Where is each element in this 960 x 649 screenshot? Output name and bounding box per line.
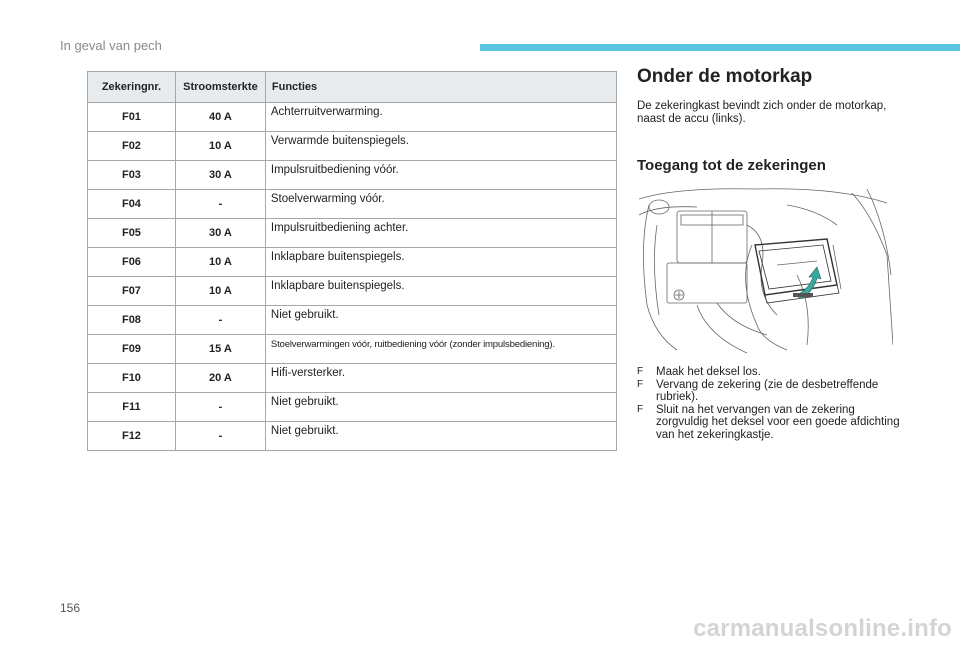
fuse-number-cell: F10 <box>88 364 176 393</box>
table-row <box>88 393 617 422</box>
table-row <box>88 335 617 364</box>
function-cell: Niet gebruikt. <box>265 422 616 451</box>
fuse-number-cell: F08 <box>88 306 176 335</box>
function-cell: Inklapbare buitenspiegels. <box>265 248 616 277</box>
fuse-number-cell: F03 <box>88 161 176 190</box>
function-cell: Inklapbare buitenspiegels. <box>265 277 616 306</box>
page-number: 156 <box>60 601 81 615</box>
amperage-cell: - <box>175 190 265 219</box>
amperage-cell: - <box>175 306 265 335</box>
list-item: F Vervang de zekering (zie de desbetreffende rubriek). <box>637 378 879 403</box>
header-accent-bar <box>480 44 960 51</box>
table-row <box>88 161 617 190</box>
function-cell: Impulsruitbediening vóór. <box>265 161 616 190</box>
section-title: Onder de motorkap <box>637 66 813 87</box>
amperage-cell: - <box>175 393 265 422</box>
fuse-table-header-row <box>88 72 617 103</box>
table-row <box>88 248 617 277</box>
fuse-number-cell: F12 <box>88 422 176 451</box>
function-cell: Stoelverwarming vóór. <box>265 190 616 219</box>
section-subtitle: Toegang tot de zekeringen <box>637 157 826 174</box>
column-header-amperage: Stroomsterkte <box>175 72 265 103</box>
amperage-cell: 10 A <box>175 248 265 277</box>
table-row <box>88 219 617 248</box>
function-cell: Verwarmde buitenspiegels. <box>265 132 616 161</box>
function-cell: Impulsruitbediening achter. <box>265 219 616 248</box>
fuse-number-cell: F02 <box>88 132 176 161</box>
table-row <box>88 422 617 451</box>
table-row <box>88 277 617 306</box>
fuse-number-cell: F01 <box>88 103 176 132</box>
function-cell: Niet gebruikt. <box>265 393 616 422</box>
section-intro: De zekeringkast bevindt zich onder de motorkap, naast de accu (links). <box>637 100 887 125</box>
table-row <box>88 190 617 219</box>
step-marker-icon: F <box>637 378 644 390</box>
fuse-number-cell: F07 <box>88 277 176 306</box>
fuse-table <box>87 71 617 451</box>
amperage-cell: 10 A <box>175 277 265 306</box>
table-row <box>88 103 617 132</box>
amperage-cell: 10 A <box>175 132 265 161</box>
amperage-cell: - <box>175 422 265 451</box>
fuse-number-cell: F11 <box>88 393 176 422</box>
step-marker-icon: F <box>637 366 644 377</box>
table-row <box>88 306 617 335</box>
function-cell: Stoelverwarmingen vóór, ruitbediening vóór (zonder impulsbediening). <box>265 335 616 364</box>
amperage-cell: 30 A <box>175 219 265 248</box>
list-item: F Maak het deksel los. <box>637 366 761 378</box>
function-cell: Niet gebruikt. <box>265 306 616 335</box>
instruction-steps <box>637 366 907 441</box>
column-header-functions: Functies <box>265 72 616 103</box>
table-row <box>88 364 617 393</box>
fuse-number-cell: F09 <box>88 335 176 364</box>
fuse-number-cell: F04 <box>88 190 176 219</box>
fuse-number-cell: F05 <box>88 219 176 248</box>
header-section-label: In geval van pech <box>60 38 162 53</box>
step-marker-icon: F <box>637 403 644 415</box>
table-row <box>88 132 617 161</box>
watermark: carmanualsonline.info <box>693 615 952 642</box>
amperage-cell: 30 A <box>175 161 265 190</box>
list-item: F Sluit na het vervangen van de zekering zorgvuldig het deksel voor een goede afdichting van het zekeringkastje. <box>637 403 900 441</box>
column-header-fuse-number: Zekeringnr. <box>88 72 176 103</box>
function-cell: Hifi-versterker. <box>265 364 616 393</box>
amperage-cell: 15 A <box>175 335 265 364</box>
amperage-cell: 20 A <box>175 364 265 393</box>
engine-bay-illustration <box>637 185 893 357</box>
amperage-cell: 40 A <box>175 103 265 132</box>
fuse-number-cell: F06 <box>88 248 176 277</box>
function-cell: Achterruitverwarming. <box>265 103 616 132</box>
